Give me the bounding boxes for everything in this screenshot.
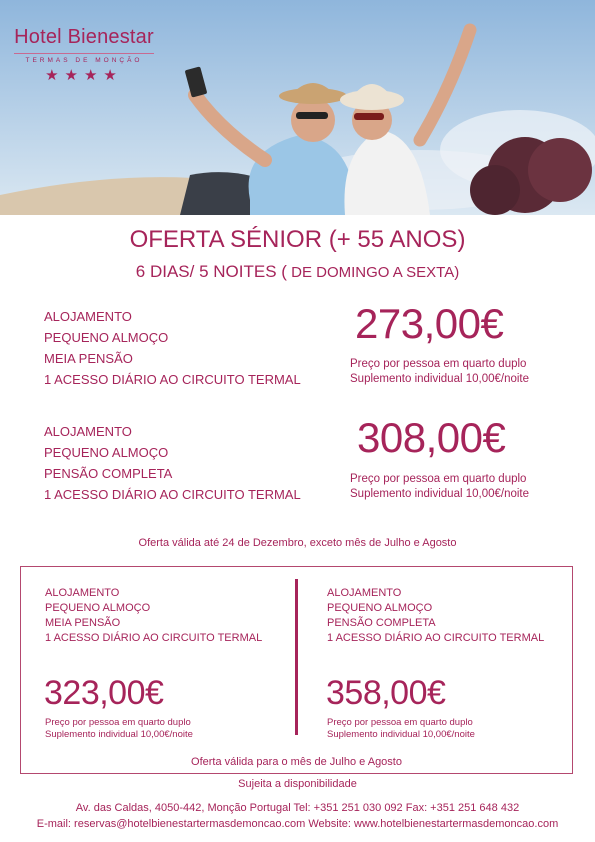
list-item: PEQUENO ALMOÇO — [44, 330, 169, 345]
list-item: 1 ACESSO DIÁRIO AO CIRCUITO TERMAL — [45, 632, 263, 644]
supplement-note: Suplemento individual 10,00€/noite — [350, 373, 530, 385]
list-item: PEQUENO ALMOÇO — [327, 602, 433, 614]
list-item: PEQUENO ALMOÇO — [44, 445, 169, 460]
list-item: ALOJAMENTO — [327, 587, 402, 599]
price-note: Preço por pessoa em quarto duplo — [350, 473, 527, 485]
supplement-note: Suplemento individual 10,00€/noite — [327, 729, 475, 740]
star-rating-icons: ★★★★ — [45, 67, 123, 84]
summer-right-items — [327, 586, 544, 646]
summer-left-price: 323,00€ — [44, 674, 164, 712]
offer-duration — [0, 262, 595, 282]
summer-right-notes — [327, 717, 475, 741]
price-note: Preço por pessoa em quarto duplo — [350, 358, 527, 370]
list-item: 1 ACESSO DIÁRIO AO CIRCUITO TERMAL — [327, 632, 545, 644]
list-item: MEIA PENSÃO — [44, 351, 133, 366]
days-text: DE DOMINGO A SEXTA) — [286, 264, 460, 281]
summer-divider — [295, 579, 298, 735]
summer-left-items — [45, 586, 262, 646]
supplement-note: Suplemento individual 10,00€/noite — [350, 488, 530, 500]
package2-items — [44, 421, 301, 505]
list-item: 1 ACESSO DIÁRIO AO CIRCUITO TERMAL — [44, 372, 301, 387]
package1-items — [44, 306, 301, 390]
summer-right-price: 358,00€ — [326, 674, 446, 712]
supplement-note: Suplemento individual 10,00€/noite — [45, 729, 193, 740]
package1-price: 273,00€ — [355, 300, 504, 347]
list-item: ALOJAMENTO — [44, 424, 132, 439]
list-item: PENSÃO COMPLETA — [327, 617, 436, 629]
list-item: ALOJAMENTO — [44, 309, 132, 324]
package1-notes — [350, 357, 529, 387]
offer-validity: Oferta válida até 24 de Dezembro, exceto mês de Julho e Agosto — [138, 537, 457, 549]
hotel-logo[interactable] — [14, 26, 154, 84]
duration-text: 6 DIAS/ 5 NOITES ( — [135, 262, 287, 281]
list-item: 1 ACESSO DIÁRIO AO CIRCUITO TERMAL — [44, 487, 301, 502]
logo-subtitle: TERMAS DE MONÇÃO — [14, 53, 154, 64]
list-item: PEQUENO ALMOÇO — [45, 602, 151, 614]
package2-notes — [350, 472, 529, 502]
package2-price: 308,00€ — [357, 414, 506, 461]
list-item: ALOJAMENTO — [45, 587, 120, 599]
list-item: PENSÃO COMPLETA — [44, 466, 173, 481]
availability-note: Sujeita a disponibilidade — [238, 778, 357, 790]
price-note: Preço por pessoa em quarto duplo — [327, 717, 473, 728]
footer-contact[interactable]: E-mail: reservas@hotelbienestartermasdemoncao.com Website: www.hotelbienestartermasdemoncao.com — [36, 818, 559, 830]
offer-title: OFERTA SÉNIOR (+ 55 ANOS) — [129, 226, 466, 253]
summer-left-notes — [45, 717, 193, 741]
footer-address: Av. das Caldas, 4050-442, Monção Portugal Tel: +351 251 030 092 Fax: +351 251 648 432 — [75, 802, 520, 814]
logo-name: Hotel Bienestar — [14, 26, 154, 48]
summer-validity: Oferta válida para o mês de Julho e Agosto — [191, 756, 402, 768]
price-note: Preço por pessoa em quarto duplo — [45, 717, 191, 728]
list-item: MEIA PENSÃO — [45, 617, 121, 629]
